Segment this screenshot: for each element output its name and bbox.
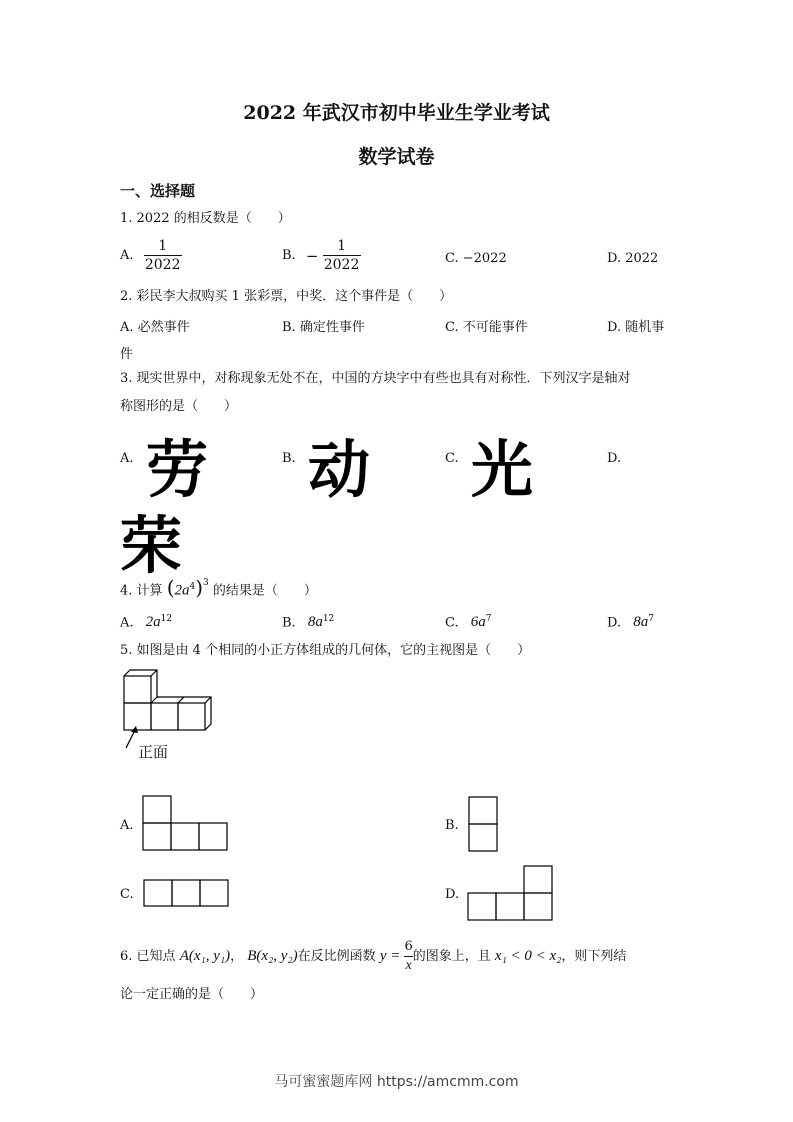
q2-option-d-cont: 件 xyxy=(120,347,134,362)
q5-option-c-figure xyxy=(143,879,231,909)
q4-b-exp: 12 xyxy=(322,614,335,624)
q4-expr-outer-exp: 3 xyxy=(203,578,209,588)
q5-option-b-figure xyxy=(468,796,500,852)
q6-tail: ，则下列结 xyxy=(561,949,627,964)
q6-point-b: B(x₂, y₂) xyxy=(247,948,298,964)
q4-c-label: C. xyxy=(445,615,459,631)
q1-b-label: B. xyxy=(282,248,296,263)
q1-option-d: D. 2022 xyxy=(607,251,659,266)
footer-watermark: 马可蜜蜜题库网 https://amcmm.com xyxy=(274,1074,519,1090)
q2-option-d: D. 随机事 xyxy=(607,320,665,335)
q4-expr-base: 2a xyxy=(174,582,190,599)
q5-stem: 5. 如图是由 4 个相同的小正方体组成的几何体，它的主视图是（ ） xyxy=(120,643,531,658)
q3-c-label: C. xyxy=(445,451,459,466)
q1-a-fraction xyxy=(144,238,182,273)
q3-b-char: 动 xyxy=(308,433,371,506)
q3-d-label: D. xyxy=(607,451,622,466)
q6-point-a: A(x₁, y₁) xyxy=(179,948,231,964)
q5-option-d-figure xyxy=(467,865,555,921)
q4-stem: 4. 计算 $(2a^4)^3$ 的结果是（ ） xyxy=(120,575,317,600)
q4-d-value: 8a xyxy=(633,614,649,631)
q1-a-label: A. xyxy=(120,248,134,263)
q2-option-a: A. 必然事件 xyxy=(120,320,190,335)
q4-expr-inner-exp: 4 xyxy=(189,582,196,592)
q2-option-b: B. 确定性事件 xyxy=(282,320,365,335)
q2-stem: 2. 彩民李大叔购买 1 张彩票，中奖．这个事件是（ ） xyxy=(120,289,453,304)
q6-mid2: 的图象上，且 xyxy=(412,949,491,964)
q4-option-d xyxy=(607,614,654,631)
q1-b-fraction xyxy=(323,238,361,273)
q4-a-label: A. xyxy=(120,615,134,631)
q3-b-label: B. xyxy=(282,451,296,466)
q4-c-exp: 7 xyxy=(485,614,492,624)
q5-option-a-figure xyxy=(142,795,230,851)
q6-condition: x₁ < 0 < x₂ xyxy=(494,948,562,964)
q3-c-char: 光 xyxy=(471,433,534,506)
q6-line2: 论一定正确的是（ ） xyxy=(120,987,264,1002)
q1-option-b xyxy=(282,238,361,273)
q3-d-char: 荣 xyxy=(120,509,183,582)
q4-b-label: B. xyxy=(282,615,296,631)
exam-title: 2022 年武汉市初中毕业生学业考试 xyxy=(243,102,550,124)
q1-b-sign: − xyxy=(305,246,319,265)
q4-b-value: 8a xyxy=(307,614,323,631)
q3-stem-line1: 3. 现实世界中，对称现象无处不在，中国的方块字中有些也具有对称性．下列汉字是轴对 xyxy=(120,371,631,386)
q5-c-label: C. xyxy=(120,887,134,902)
q4-stem-suffix: 的结果是（ ） xyxy=(212,583,317,599)
q4-option-c xyxy=(445,614,492,631)
q4-d-exp: 7 xyxy=(648,614,654,624)
q6-func-lhs: y = xyxy=(379,948,401,964)
q4-c-value: 6a xyxy=(470,614,486,631)
q6-func-num: 6 xyxy=(404,939,413,954)
q4-d-label: D. xyxy=(607,615,622,631)
q1-option-c: C. −2022 xyxy=(445,251,507,266)
q4-option-a xyxy=(120,614,172,631)
q1-a-numerator: 1 xyxy=(158,238,168,254)
q4-a-value: 2a xyxy=(145,614,161,631)
q5-front-label: 正面 xyxy=(138,743,169,761)
q3-a-char: 劳 xyxy=(146,433,209,506)
q6-line1 xyxy=(120,936,626,977)
q1-b-denominator: 2022 xyxy=(323,257,360,273)
q3-stem-line2: 称图形的是（ ） xyxy=(120,399,238,414)
q6-sep: ， xyxy=(230,949,244,964)
q4-a-exp: 12 xyxy=(160,614,173,624)
q4-option-b xyxy=(282,614,334,631)
exam-subtitle: 数学试卷 xyxy=(358,146,435,168)
q6-func-den: x xyxy=(405,958,412,973)
q1-b-numerator: 1 xyxy=(337,238,346,254)
q5-b-label: B. xyxy=(445,818,459,833)
q6-prefix: 6. 已知点 xyxy=(120,949,176,964)
q1-stem: 1. 2022 的相反数是（ ） xyxy=(120,211,291,226)
q4-stem-prefix: 4. 计算 xyxy=(120,583,163,599)
q5-a-label: A. xyxy=(120,818,134,833)
q1-option-a xyxy=(120,238,182,273)
q6-func-fraction xyxy=(404,939,412,974)
q5-d-label: D. xyxy=(445,887,460,902)
q1-a-denominator: 2022 xyxy=(144,257,181,273)
section-heading: 一、选择题 xyxy=(120,182,196,200)
q2-option-c: C. 不可能事件 xyxy=(445,320,528,335)
q3-a-label: A. xyxy=(120,451,134,466)
q6-mid: 在反比例函数 xyxy=(297,949,376,964)
